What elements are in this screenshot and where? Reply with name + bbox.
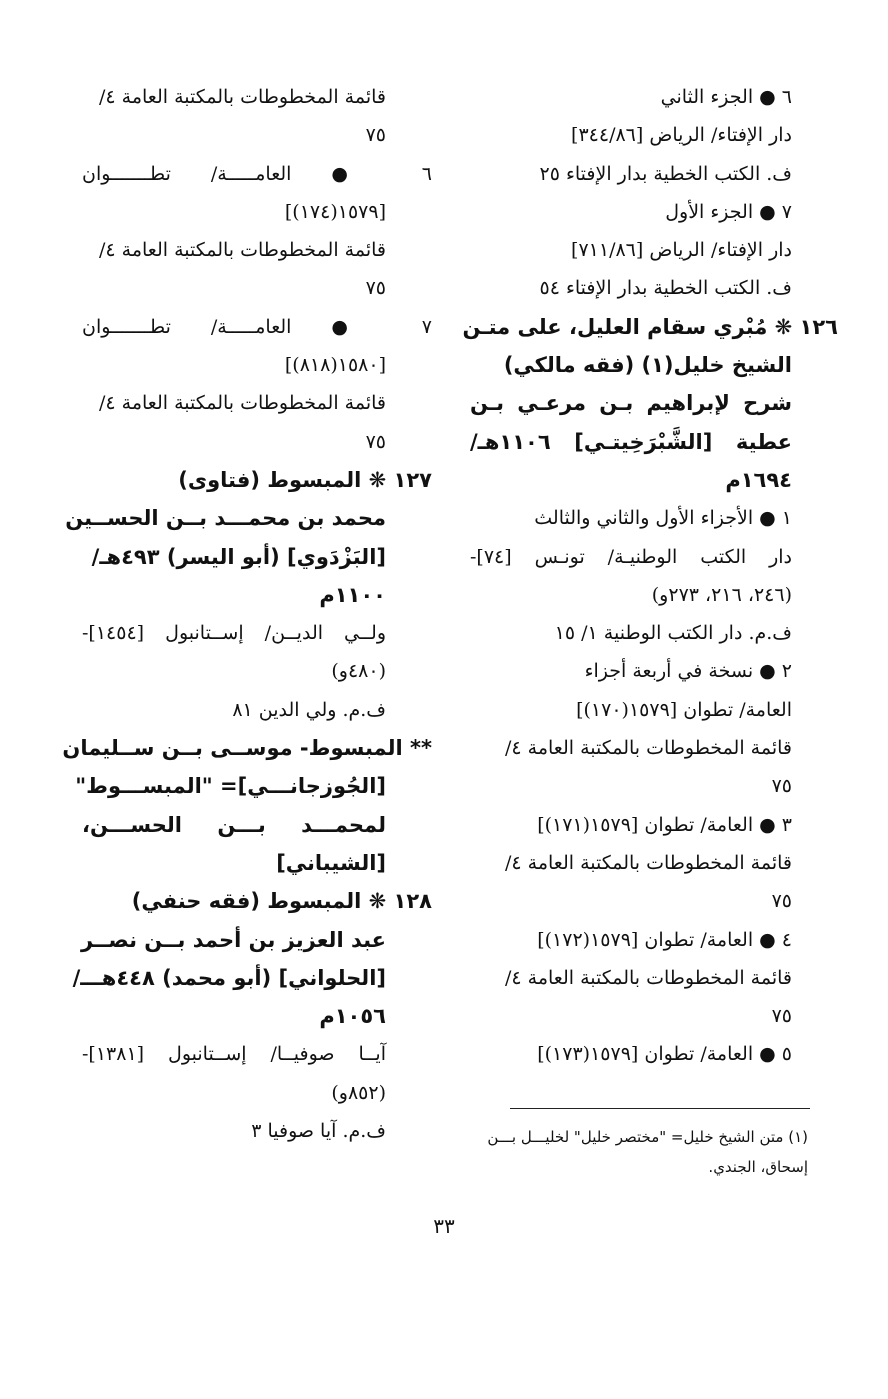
- text-line: محمد بن محمـــد بــن الحســين: [65, 506, 386, 531]
- text-line: ف.م. آيا صوفيا ٣: [251, 1120, 386, 1143]
- text-line: ٦ ● العامـــــة/ تطـــــــوان: [82, 162, 432, 185]
- page-number: ٣٣: [433, 1214, 455, 1238]
- left-column: [62, 78, 432, 1150]
- text-line: ٣ ● العامة/ تطوان [١٥٧٩(١٧١)]: [537, 813, 792, 836]
- footnote: [470, 1122, 808, 1182]
- text-line: ١٢٨ ❋ المبسوط (فقه حنفي): [131, 889, 432, 914]
- text-line: ٧٥: [365, 430, 386, 453]
- text-line: ٧٥: [771, 775, 792, 798]
- text-line: ٧٥: [365, 277, 386, 300]
- text-line: ١٠٥٦م: [319, 1004, 386, 1029]
- text-line: ٧٥: [771, 1005, 792, 1028]
- text-line: ٢ ● نسخة في أربعة أجزاء: [584, 660, 792, 683]
- text-line: ١ ● الأجزاء الأول والثاني والثالث: [534, 507, 792, 530]
- text-line: ٧٥: [771, 890, 792, 913]
- text-line: ف.م. دار الكتب الوطنية ١/ ١٥: [554, 622, 792, 645]
- text-line: [١٥٧٩(١٧٤)]: [284, 200, 386, 223]
- text-line: لمحمـــد بـــن الحســـن،: [82, 812, 386, 837]
- text-line: الشيخ خليل(١) (فقه مالكي): [503, 353, 792, 378]
- text-line: (٢٤٦، ٢١٦، ٢٧٣و): [651, 583, 792, 606]
- text-line: ٤ ● العامة/ تطوان [١٥٧٩(١٧٢)]: [537, 928, 792, 951]
- text-line: [الجُوزجانـــي]= "المبســـوط": [75, 774, 386, 799]
- text-line: [١٥٨٠(٨١٨)]: [284, 354, 386, 377]
- text-line: ف. الكتب الخطية بدار الإفتاء ٢٥: [539, 162, 792, 185]
- text-line: دار الكتب الوطنيـة/ تونـس [٧٤]-: [470, 545, 792, 568]
- text-line: [البَزْدَوي] (أبو اليسر) ٤٩٣هـ/: [91, 544, 386, 569]
- text-line: ٦ ● الجزء الثاني: [660, 86, 792, 108]
- text-line: ١٦٩٤م: [725, 467, 792, 492]
- text-line: قائمة المخطوطات بالمكتبة العامة ٤/: [98, 392, 386, 415]
- text-line: دار الإفتاء/ الرياض [٧١١/٨٦]: [571, 239, 792, 262]
- footnote-line: إسحاق، الجندي.: [708, 1158, 808, 1176]
- text-line: ١٢٦ ❋ مُبْري سقام العليل، على متـن: [462, 314, 838, 339]
- text-line: قائمة المخطوطات بالمكتبة العامة ٤/: [98, 86, 386, 108]
- footnote-line: (١) متن الشيخ خليل= "مختصر خليل" لخليـــل بـــن: [487, 1128, 808, 1146]
- text-line: قائمة المخطوطات بالمكتبة العامة ٤/: [98, 239, 386, 262]
- text-line: دار الإفتاء/ الرياض [٣٤٤/٨٦]: [571, 124, 792, 147]
- text-line: قائمة المخطوطات بالمكتبة العامة ٤/: [504, 966, 792, 989]
- text-line: ولــي الديــن/ إســتانبول [١٤٥٤]-: [82, 622, 386, 645]
- text-line: العامة/ تطوان [١٥٧٩(١٧٠)]: [576, 698, 792, 721]
- text-line: ٧ ● الجزء الأول: [665, 200, 792, 223]
- text-line: (٨٥٢و): [331, 1081, 386, 1104]
- text-line: عبد العزيز بن أحمد بــن نصــر: [80, 927, 386, 952]
- text-line: [الشيباني]: [276, 850, 386, 875]
- text-line: قائمة المخطوطات بالمكتبة العامة ٤/: [504, 851, 792, 874]
- text-line: [الحلواني] (أبو محمد) ٤٤٨هـــ/: [72, 965, 386, 990]
- text-line: ٧٥: [365, 124, 386, 147]
- text-line: (٤٨٠و): [331, 660, 386, 683]
- text-line: ١١٠٠م: [319, 582, 386, 607]
- text-line: ف.م. ولي الدين ٨١: [232, 698, 386, 721]
- text-line: شرح لإبراهيم بـن مرعـي بـن: [470, 391, 792, 416]
- text-line: ** المبسوط- موســى بــن ســليمان: [62, 736, 432, 761]
- text-line: عطية [الشَّبْرَخِيتـي] ١١٠٦هـ/: [470, 429, 792, 454]
- text-line: ٧ ● العامـــــة/ تطـــــــوان: [82, 315, 432, 338]
- text-line: آيــا صوفيــا/ إســتانبول [١٣٨١]-: [82, 1043, 386, 1066]
- text-line: ف. الكتب الخطية بدار الإفتاء ٥٤: [539, 277, 792, 300]
- text-line: ١٢٧ ❋ المبسوط (فتاوى): [178, 467, 432, 492]
- text-line: قائمة المخطوطات بالمكتبة العامة ٤/: [504, 737, 792, 760]
- footnote-divider: [510, 1108, 810, 1109]
- text-line: ٥ ● العامة/ تطوان [١٥٧٩(١٧٣)]: [537, 1043, 792, 1066]
- right-column: [462, 78, 838, 1074]
